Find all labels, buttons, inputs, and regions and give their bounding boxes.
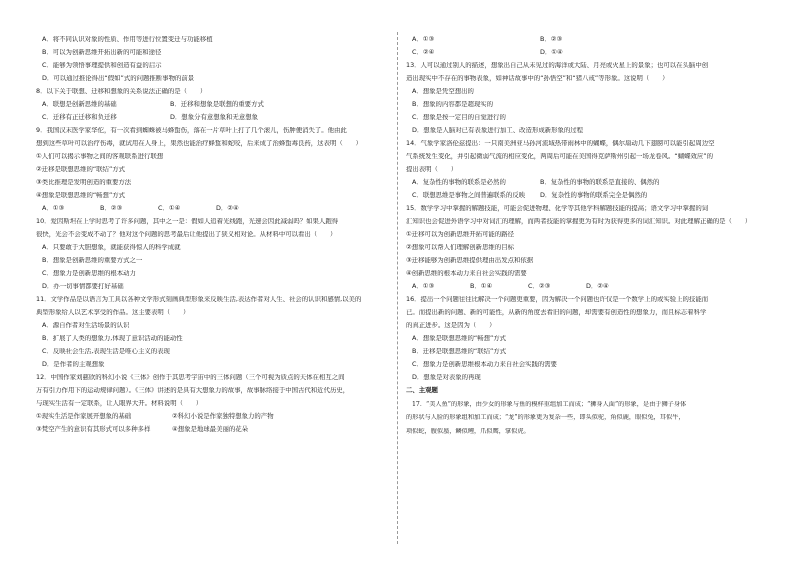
q12-answers-row1 — [412, 36, 758, 44]
q12-items-row2 — [36, 426, 388, 434]
q15-answer-b: B．①④ — [470, 281, 493, 290]
q12-answer-c: C．②④ — [412, 47, 435, 56]
q7-option-a: A．将不同认识对象的性质、作用等进行位置变迁与功能移植 — [42, 36, 213, 43]
q14-stem-line3: 提出表明（ ） — [406, 165, 458, 173]
q15-item-3: ③迁移能够为创新思维提供理由出发点和依据 — [406, 256, 534, 264]
q12-stem-line1: 12．中国作家刘慈欣的科幻小说《三体》创作于其思考宇宙中的三体问题（三个可视为质点的天体在相互之间 — [36, 373, 345, 381]
q15-answer-a: A．①③ — [412, 281, 435, 290]
q17-material-line1: 17．“美人鱼”的形象，由少女的形象与鱼的模样重组加工而成；“狮身人面”的形象，是由于狮子身体 — [412, 400, 687, 408]
q9-answer-d: D．②④ — [216, 203, 239, 212]
q13-stem-line2: 造出现实中不存在的事物表象，如神话故事中的“孙悟空”和“猪八戒”等形象。这说明（ ） — [406, 74, 669, 82]
q12-stem-line3: 与现实生活有一定联系，让人眼界大开。材料说明（ ） — [36, 399, 203, 407]
q14-option-d: D．复杂性的事物的联系完全是偶然的 — [540, 190, 648, 199]
q14-options-row2 — [412, 192, 758, 200]
q10-option-b: B．想象是创新思维的重要方式之一 — [42, 256, 143, 264]
q13-option-a: A．想象是凭空想出的 — [412, 87, 474, 95]
q9-stem-line1: 9．我国汉末医学家华佗，有一次看到蜘蛛被马蜂蜇伤，落在一片草叶上打了几个滚儿，伤肿便消失了。他由此 — [36, 126, 347, 134]
q12-answers-row2 — [412, 49, 758, 57]
q8-options-row1 — [42, 101, 388, 109]
q12-answer-d: D．①④ — [540, 47, 563, 56]
q16-stem-line2: 已。而提出新的问题、新的可能性，从新的角度去看旧的问题，却需要有创造性的想象力，而且标志着科学 — [406, 308, 707, 316]
q14-stem-line2: 气系统发生变化，并引起微弱气流的相应变化，两周后可能在美国得克萨斯州引起一场龙卷风。“蝴蝶效应”的 — [406, 152, 713, 160]
q16-option-c: C．想象力是创新思维根本动力来自社会实践的需要 — [412, 360, 558, 368]
q11-stem-line1: 11．文学作品是以语言为工具以各种文学形式刻画典型形象来反映生活,表达作者对人生、社会的认识和感情,以美的 — [36, 295, 362, 303]
q7-option-d: D．可以通过推论得出“假如”式的问题推断事物的前景 — [42, 74, 195, 82]
q15-item-4: ④创新思维的根本动力来自社会实践的需要 — [406, 269, 527, 277]
q15-answer-d: D．②④ — [586, 281, 609, 290]
q7-option-b: B．可以为创新思维开拓出新的可能和途径 — [42, 48, 162, 56]
q10-stem-line1: 10．爱因斯坦在上学时思考了许多问题，其中之一是：假如人追着光线跑，光速会因此减弱吗？如果人跑得 — [36, 217, 339, 225]
q11-option-b: B．扩展了人类的想象力,体现了意识活动的能动性 — [42, 334, 183, 342]
q10-option-d: D．办一切事情都要打好基础 — [42, 282, 124, 290]
q13-option-d: D．想象是人脑对已有表象进行加工、改造形成新形象的过程 — [412, 126, 584, 134]
q9-stem-line2: 想到这些草叶可以治疗伤毒，就试用在人身上，果然也能治疗蜂蜇和蛇咬，后来成了治蜂蜇毒良药，这表明（ ） — [36, 139, 362, 147]
q12-item-1: ①现实生活是作家展开想象的基础 — [36, 411, 132, 420]
right-column — [406, 36, 758, 441]
q12-item-4: ④想象是地球最美丽的花朵 — [172, 424, 249, 433]
q12-items-row1 — [36, 413, 388, 421]
q11-option-d: D．是作者的主观想象 — [42, 360, 105, 368]
q10-option-c: C．想象力是创新思维的根本动力 — [42, 269, 136, 277]
q17-material-line3: 项似蛇，腹似蜃，鳞似鲤，爪似鹰，掌似虎。 — [406, 427, 530, 435]
q14-option-a: A．复杂性的事物的联系是必然的 — [412, 177, 506, 186]
q17-material-line2: 的形状与人脸的形象组和加工而成；“龙”的形象更为复杂一些，即头似驼，角似鹿，眼似兔，耳似牛， — [406, 414, 685, 422]
q11-stem-line2: 典型形象给人以艺术享受的作品。这主要表明（ ） — [36, 308, 190, 316]
q15-item-2: ②想象可以帮人们理解创新思维的目标 — [406, 243, 514, 251]
q12-item-2: ②科幻小说是作家独特想象力的产物 — [172, 411, 274, 420]
q11-option-a: A．源自作者对生活场景的认识 — [42, 321, 130, 329]
q7-option-c: C．能够为领悟事理提供和创造有益的启示 — [42, 61, 162, 69]
q15-answers — [412, 283, 758, 291]
q14-stem-line1: 14．气象学家洛伦兹提出：一只南美洲亚马孙河流域热带雨林中的蝴蝶，偶尔扇动几下翅膀可以能引起周边空 — [406, 139, 715, 147]
q12-answer-b: B．②③ — [540, 35, 563, 43]
q13-option-c: C．想象是按一定目的自觉进行的 — [412, 113, 506, 121]
q9-answers — [42, 205, 388, 213]
q11-option-c: C．反映社会生活,表现生活是唯心主义的表现 — [42, 347, 170, 355]
q8-option-c: C．迁移有正迁移和负迁移 — [42, 112, 117, 121]
q8-option-b: B．迁移和想象是联想的重要方式 — [170, 99, 264, 108]
q16-stem-line3: 的真正进步。这是因为（ ） — [406, 321, 496, 329]
q14-options-row1 — [412, 179, 758, 187]
q15-stem-line2: 汇知识也会促进外语学习中对词汇的理解，而两者技能的掌握更为有时为获得更多的词汇知识。对此理解正确的是（ ） — [406, 217, 752, 225]
q8-option-d: D．想象分有意想象和无意想象 — [170, 112, 258, 121]
q9-answer-c: C．①④ — [158, 203, 181, 212]
q14-option-b: B．复杂性的事物的联系是直接的、偶然的 — [540, 177, 660, 186]
q10-option-a: A．只要敢于大胆想象，就能获得惊人的科学成就 — [42, 243, 181, 251]
q9-item-3: ③类比推理是发明创造的重要方法 — [36, 178, 132, 186]
q12-item-3: ③梵空产生的意识有其形式可以多种多样 — [36, 424, 151, 433]
q9-answer-a: A．①③ — [42, 203, 65, 212]
q9-item-2: ②迁移是联想思维的“联结”方式 — [36, 165, 126, 173]
q16-option-d: D．想象是对表象的再现 — [412, 373, 481, 381]
q16-option-b: B．迁移是联想思维的“联结”方式 — [412, 347, 507, 355]
q9-item-4: ④想象是联想思维的“畅想”方式 — [36, 191, 126, 199]
q13-stem-line1: 13．人可以通过别人的描述，想象出自己从未见过的海洋或大陆、月亮或火星上的景象；也可以在头脑中创 — [406, 61, 709, 69]
q8-options-row2 — [42, 114, 388, 122]
left-column — [36, 36, 388, 439]
section-heading-subjective: 二、主观题 — [406, 386, 438, 395]
q9-item-1: ①人们可以揭示事物之间的客观联系进行联想 — [36, 152, 164, 160]
q13-option-b: B．想象的内容都是超现实的 — [412, 100, 494, 108]
q10-stem-line2: 很快，光会不会变成不动了？他对这个问题的思考最后让他提出了狭义相对论。从材料中可以看出（ ） — [36, 230, 337, 238]
q15-item-1: ①迁移可以为创新思维开拓可能的路径 — [406, 230, 514, 238]
column-divider — [397, 32, 398, 544]
q15-answer-c: C．②③ — [528, 281, 551, 290]
q14-option-c: C．联想思维是事物之间普遍联系的反映 — [412, 190, 526, 199]
q12-stem-line2: 万有引力作用下的运动规律问题）。《三体》讲述的是具有大想象力的故事，故事脉络接于中国古代和近代历史， — [36, 386, 350, 394]
q16-option-a: A．想象是联想思维的“畅想”方式 — [412, 334, 507, 342]
q8-option-a: A．联想是创新思维的基础 — [42, 99, 117, 108]
q16-stem-line1: 16．提出一个问题往往比解决一个问题更重要，因为解决一个问题也许仅是一个数学上的或实验上的技能而 — [406, 295, 709, 303]
q12-answer-a: A．①③ — [412, 35, 435, 43]
q15-stem-line1: 15．数学学习中掌握的解题技能，可能会促进物理、化学等其他学科解题技能的提高；语文学习中掌握的词 — [406, 204, 709, 212]
q8-stem: 8．以下关于联想、迁移和想象的关系说法正确的是（ ） — [36, 87, 207, 95]
q9-answer-b: B．②③ — [100, 203, 123, 212]
